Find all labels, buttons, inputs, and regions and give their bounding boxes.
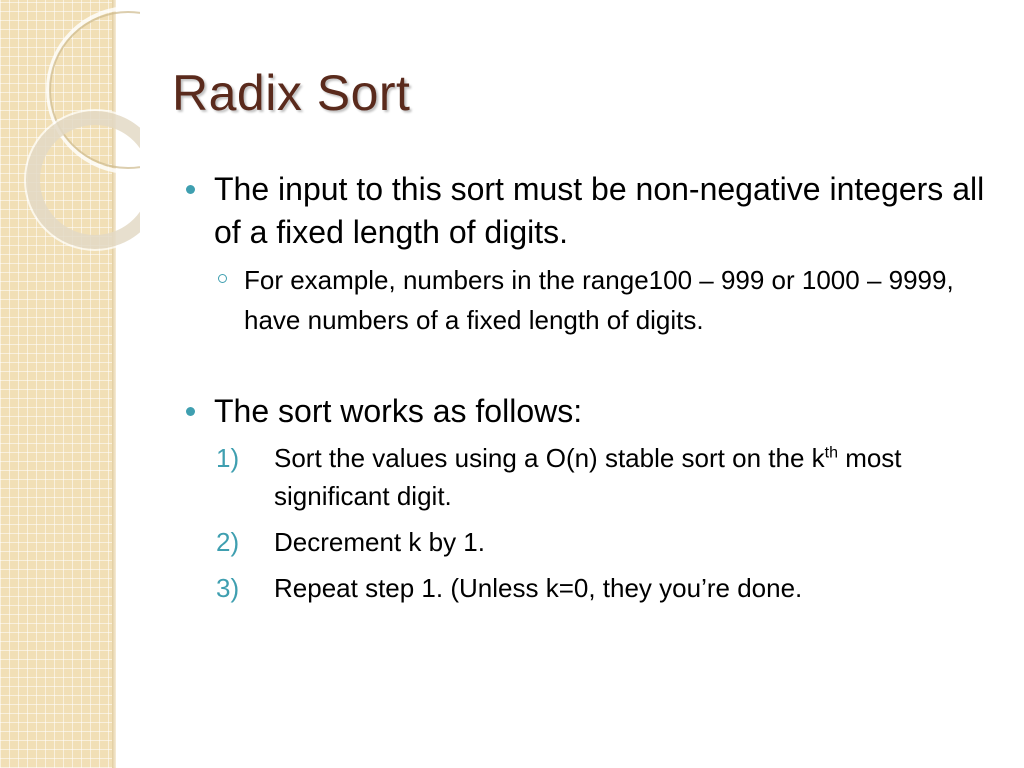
step-2 bbox=[214, 523, 986, 561]
step-number: 2) bbox=[216, 527, 240, 557]
step-number: 3) bbox=[216, 573, 240, 603]
slide-title: Radix Sort bbox=[172, 65, 411, 121]
step-1 bbox=[214, 439, 986, 515]
step-text-post: most significant digit. bbox=[274, 443, 902, 511]
bullet-text: The input to this sort must be non-negative integers all of a fixed length of digits. bbox=[214, 171, 985, 250]
bullet-input-requirement bbox=[186, 168, 986, 254]
sub-bullet-example bbox=[218, 260, 986, 340]
decorative-rings bbox=[0, 0, 140, 260]
step-number: 1) bbox=[216, 443, 240, 473]
step-3 bbox=[214, 569, 986, 607]
step-superscript: th bbox=[824, 444, 838, 462]
sub-bullet-text: For example, numbers in the range100 – 999 or 1000 – 9999, have numbers of a fixed length of digits. bbox=[244, 265, 954, 335]
bullet-text: The sort works as follows: bbox=[214, 393, 583, 429]
bullet-sort-works bbox=[186, 390, 986, 433]
step-text: Decrement k by 1. bbox=[274, 527, 485, 557]
slide-body bbox=[186, 168, 986, 607]
bullet-dot-icon bbox=[186, 407, 195, 416]
sub-bullet-ring-icon bbox=[218, 274, 227, 283]
bullet-dot-icon bbox=[186, 185, 195, 194]
step-text-pre: Sort the values using a O(n) stable sort on the k bbox=[274, 443, 825, 473]
step-text: Repeat step 1. (Unless k=0, they you’re done. bbox=[274, 573, 803, 603]
